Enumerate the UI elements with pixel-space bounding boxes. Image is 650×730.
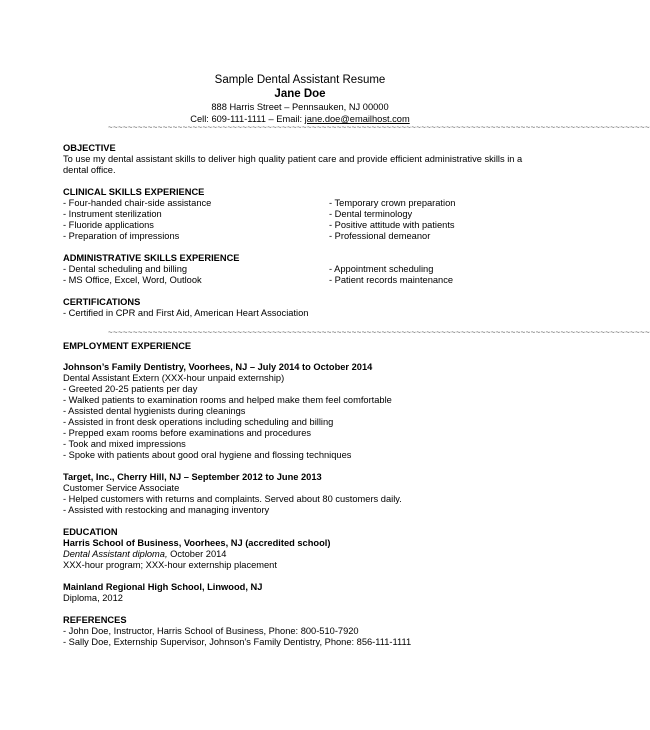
- administrative-columns: [63, 264, 543, 286]
- job-title: Target, Inc., Cherry Hill, NJ – September 2012 to June 2013: [63, 472, 322, 482]
- job-title: Johnson’s Family Dentistry, Voorhees, NJ – July 2014 to October 2014: [63, 362, 373, 372]
- references-section: [63, 614, 543, 648]
- list-item: - Preparation of impressions: [63, 231, 180, 241]
- education-heading: EDUCATION: [63, 527, 118, 537]
- school-detail: XXX-hour program; XXX-hour externship placement: [63, 560, 277, 570]
- list-item: - Patient records maintenance: [329, 275, 454, 285]
- job-johnsons: [63, 362, 543, 461]
- administrative-left-column: [63, 264, 543, 286]
- list-item: - Appointment scheduling: [329, 264, 434, 274]
- objective-heading: OBJECTIVE: [63, 143, 116, 153]
- clinical-section: [63, 186, 543, 242]
- employment-section: [63, 340, 543, 352]
- list-item: - Greeted 20-25 patients per day: [63, 384, 198, 394]
- list-item: - Temporary crown preparation: [329, 198, 456, 208]
- certifications-section: [63, 296, 543, 319]
- job-role: Dental Assistant Extern (XXX-hour unpaid externship): [63, 373, 285, 383]
- list-item: - Helped customers with returns and complaints. Served about 80 customers daily.: [63, 494, 402, 504]
- list-item: - MS Office, Excel, Word, Outlook: [63, 275, 202, 285]
- clinical-heading: CLINICAL SKILLS EXPERIENCE: [63, 187, 205, 197]
- list-item: - Sally Doe, Externship Supervisor, Johnson’s Family Dentistry, Phone: 856-111-1111: [63, 637, 412, 647]
- objective-section: [63, 142, 543, 176]
- document-title: Sample Dental Assistant Resume: [214, 74, 386, 86]
- list-item: - Four-handed chair-side assistance: [63, 198, 212, 208]
- objective-text: To use my dental assistant skills to deliver high quality patient care and provide efficient administrative skills in a dental office.: [63, 154, 523, 175]
- list-item: - John Doe, Instructor, Harris School of Business, Phone: 800-510-7920: [63, 626, 359, 636]
- diploma-name: Dental Assistant diploma,: [63, 549, 168, 559]
- clinical-right-column: [329, 198, 455, 242]
- address: 888 Harris Street – Pennsauken, NJ 00000: [211, 102, 389, 112]
- candidate-name: Jane Doe: [274, 88, 326, 100]
- list-item: - Certified in CPR and First Aid, American Heart Association: [63, 308, 309, 318]
- divider-middle: ~~~~~~~~~~~~~~~~~~~~~~~~~~~~~~~~~~~~~~~~~~~~~~~~~~~~~~~~~~~~~~~~~~~~~~~~~~~~~~~~~~~~~~~~~~~~~~~~~~~~~~~~~~~~~: [108, 328, 650, 337]
- employment-heading: EMPLOYMENT EXPERIENCE: [63, 341, 192, 351]
- contact-prefix: Cell: 609-111-1111 – Email:: [190, 114, 305, 124]
- list-item: - Assisted in front desk operations including scheduling and billing: [63, 417, 334, 427]
- clinical-left-column: [63, 198, 543, 242]
- list-item: - Professional demeanor: [329, 231, 431, 241]
- list-item: - Took and mixed impressions: [63, 439, 186, 449]
- email-link[interactable]: jane.doe@emailhost.com: [304, 114, 410, 124]
- school-detail: Diploma, 2012: [63, 593, 123, 603]
- list-item: - Spoke with patients about good oral hygiene and flossing techniques: [63, 450, 352, 460]
- list-item: - Assisted dental hygienists during cleanings: [63, 406, 246, 416]
- job-role: Customer Service Associate: [63, 483, 180, 493]
- school-name: Harris School of Business, Voorhees, NJ (accredited school): [63, 538, 331, 548]
- school-name: Mainland Regional High School, Linwood, NJ: [63, 582, 263, 592]
- list-item: - Assisted with restocking and managing inventory: [63, 505, 270, 515]
- clinical-columns: [63, 198, 543, 242]
- divider-top: ~~~~~~~~~~~~~~~~~~~~~~~~~~~~~~~~~~~~~~~~~~~~~~~~~~~~~~~~~~~~~~~~~~~~~~~~~~~~~~~~~~~~~~~~~~~~~~~~~~~~~~~~~~~~~: [108, 123, 650, 132]
- resume-header: [0, 74, 600, 125]
- list-item: - Positive attitude with patients: [329, 220, 455, 230]
- list-item: - Instrument sterilization: [63, 209, 162, 219]
- list-item: - Prepped exam rooms before examinations and procedures: [63, 428, 312, 438]
- list-item: - Dental scheduling and billing: [63, 264, 188, 274]
- administrative-right-column: [329, 264, 453, 286]
- job-target: [63, 472, 543, 516]
- administrative-section: [63, 252, 543, 286]
- list-item: - Dental terminology: [329, 209, 413, 219]
- references-heading: REFERENCES: [63, 615, 127, 625]
- diploma-date: October 2014: [167, 549, 227, 559]
- certifications-heading: CERTIFICATIONS: [63, 297, 141, 307]
- administrative-heading: ADMINISTRATIVE SKILLS EXPERIENCE: [63, 253, 240, 263]
- education-section: [63, 526, 543, 604]
- school-diploma: [63, 549, 543, 560]
- list-item: - Fluoride applications: [63, 220, 154, 230]
- list-item: - Walked patients to examination rooms and helped make them feel comfortable: [63, 395, 392, 405]
